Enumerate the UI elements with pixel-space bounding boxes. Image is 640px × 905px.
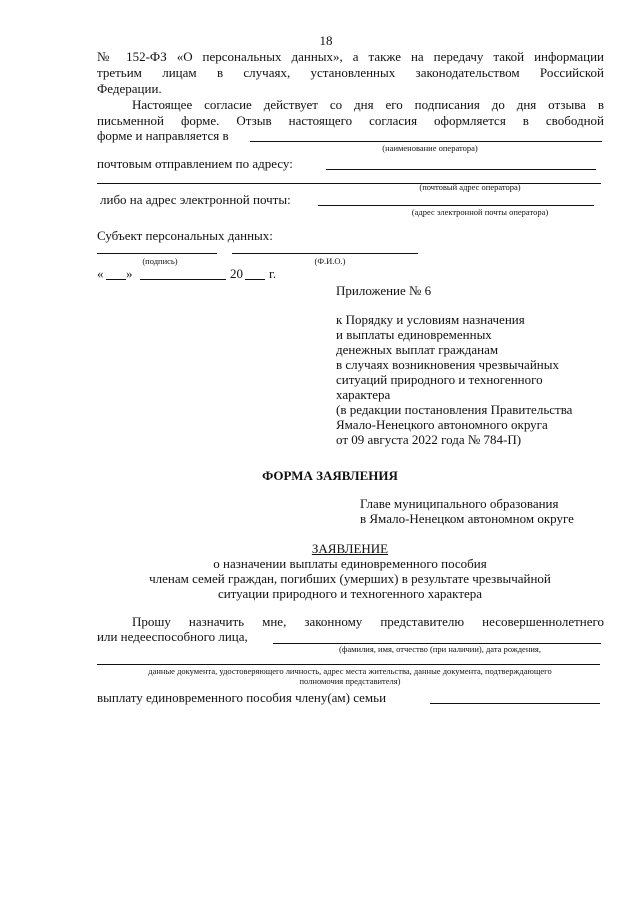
date-year-prefix: 20 [230,266,243,281]
family-member-field-line [430,703,600,704]
appendix-title: Приложение № 6 [336,283,432,298]
signature-field-line [97,253,217,254]
consent-text-line-6: форме и направляется в [97,128,229,143]
subject-label: Субъект персональных данных: [97,228,273,243]
request-text-line-1: Прошу назначить мне, законному представителю несовершеннолетнего [132,614,604,629]
request-text-line-2: или недееспособного лица, [97,629,248,644]
appendix-line-1: к Порядку и условиям назначения [336,312,525,327]
request-text-line-3: выплату единовременного пособия члену(ам) семьи [97,690,387,705]
signature-caption: (подпись) [142,256,178,266]
operator-name-field-line [250,141,602,142]
applicant-data-caption-1: (фамилия, имя, отчество (при наличии), дата рождения, [339,644,541,654]
appendix-line-2: и выплаты единовременных [336,327,492,342]
addressee-line-1: Главе муниципального образования [360,496,559,511]
date-month-field-line [140,279,226,280]
consent-text-line-3: Федерации. [97,81,162,96]
date-year-suffix: г. [269,266,277,281]
form-heading: ФОРМА ЗАЯВЛЕНИЯ [262,468,398,483]
consent-text-line-4: Настоящее согласие действует со дня его подписания до дня отзыва в [132,97,604,112]
fio-caption: (Ф.И.О.) [314,256,346,266]
page-number: 18 [319,33,333,48]
consent-text-line-5: письменной форме. Отзыв настоящего согласия оформляется в свободной [97,113,604,128]
consent-text-line-1: № 152-ФЗ «О персональных данных», а также на передачу такой информации [97,49,604,64]
date-quote-close: » [126,266,133,281]
date-day-field-line [106,279,126,280]
appendix-line-6: характера [336,387,391,402]
appendix-line-4: в случаях возникновения чрезвычайных [336,357,559,372]
email-address-caption: (адрес электронной почты оператора) [411,207,549,217]
appendix-line-5: ситуаций природного и техногенного [336,372,543,387]
appendix-line-9: от 09 августа 2022 года № 784-П) [336,432,522,447]
addressee-line-2: в Ямало-Ненецком автономном округе [360,511,574,526]
application-subtitle-2: членам семей граждан, погибших (умерших) в результате чрезвычайной [149,571,551,586]
appendix-line-7: (в редакции постановления Правительства [336,402,573,417]
email-address-label: либо на адрес электронной почты: [100,192,291,207]
appendix-line-8: Ямало-Ненецкого автономного округа [336,417,548,432]
applicant-data-caption-2: данные документа, удостоверяющего личность, адрес места жительства, данные документа, подтверждающего [148,666,552,676]
date-year-field-line [245,279,265,280]
email-address-field-line [318,205,594,206]
postal-address-field-line-1 [326,169,596,170]
appendix-line-3: денежных выплат гражданам [336,342,499,357]
operator-name-caption: (наименование оператора) [382,143,478,153]
applicant-data-field-line-2 [97,664,600,665]
postal-address-caption: (почтовый адрес оператора) [419,182,521,192]
consent-text-line-2: третьим лицам в случаях, установленных законодательством Российской [97,65,604,80]
date-quote-open: « [97,266,104,281]
fio-field-line [232,253,418,254]
application-subtitle-1: о назначении выплаты единовременного пособия [213,556,487,571]
application-subtitle-3: ситуации природного и техногенного характера [217,586,483,601]
application-title: ЗАЯВЛЕНИЕ [311,541,389,556]
applicant-data-caption-3: полномочия представителя) [299,676,401,686]
postal-address-label: почтовым отправлением по адресу: [97,156,293,171]
